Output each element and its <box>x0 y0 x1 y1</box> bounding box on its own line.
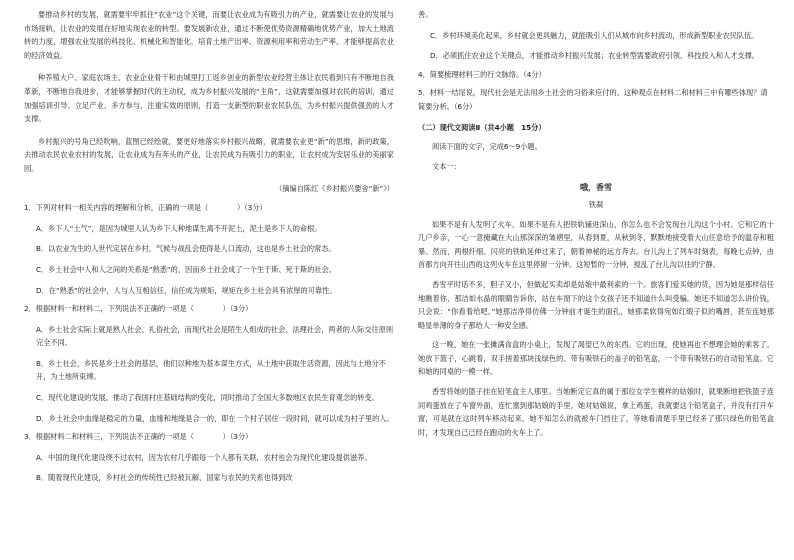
option-2b: B．乡土社会，乡民是乡土社会的基层，他们以种地为基本谋生方式，从土地中获取生活资源，因此与土地分不开，为土地所束缚。 <box>36 358 386 382</box>
option-3a: A．中国的现代化建设绕不过农村，因为农村几乎跟每一个人都有关联，农村也会为现代化建设提供滋养。 <box>36 452 372 462</box>
story-author: 铁凝 <box>588 199 604 209</box>
story-paragraph: 如果不是有人发明了火车，如果不是有人把铁轨铺进深山，你怎么也不会发现台儿沟这个小村。它和它的十几户乡亲，一心一意掩藏在大山那深深的皱褶里，从春到夏，从秋到冬，默默地接受着大山任意给予的温存和粗暴。然而，两根纤细、闪亮的铁轨延伸过来了，朝着神秘的远方奔去。台儿沟上了列车时刻表，每晚七点钟，由首都方向开往山西的这列火车在这里停留一分钟。这短暂的一分钟，搅乱了台儿沟以往的宁静。 <box>418 219 774 270</box>
left-column <box>24 8 394 485</box>
story-paragraph: 这一晚，她在一张摊满食盒的小桌上，发现了渴望已久的东西。它的出现，使她再也不想理会她的乘客了。她放下篮子，心跳着，双手搓着那块浅绿色的、带有吸铁石的盖子的铅笔盒，一个带有吸铁石的自动铅笔盒。它和她的同桌的一模一样。 <box>418 340 774 377</box>
right-column <box>418 8 774 439</box>
question-4: 4．简要梳理材料三的行文脉络。（4分） <box>418 69 546 79</box>
story-paragraph: 香雪平时话不多，胆子又小，但做起买卖却是姑娘中最利索的一个。旅客们爱买她的货，因为她是那样信任地瞧着你，那洁如水晶的眼睛告诉你，站在车窗下的这个女孩子还不知道什么叫受骗。她还不知道怎么讲价钱，只会说：“你看着给吧。”她那洁净得仿佛一分钟前才诞生的面孔，她那柔软得宛如红缎子似的嘴唇，甚至连她那略显单薄的身子都给人一种安全感。 <box>418 279 774 330</box>
story-paragraph: 香雪将她的篮子挂在铅笔盒主人那里。当她断定它真的属于那位女学生模样的姑娘时，就果断地把铁篮子连同鸡蛋放在了车窗外面，连忙塞到那姑娘的手里。她对姑娘说，拿上鸡蛋，我就要这个铅笔盒子，并没有打开车窗，可是就在这时列车移动起来，她不知怎么的就被车门挡住了，等她看清楚手里已经多了那只绿色的铅笔盒时，才发现自己已经在跑动的火车上了。 <box>418 387 774 437</box>
material-paragraph: 乡村振兴的号角已经吹响，蓝图已经绘就，要更好地落实乡村振兴战略，就需要农业更“新”的思维，新的政策，去推动农民农业农村的发展，让农业成为有奔头的产业，让农民成为有吸引力的职业，让农村成为安居乐业的美丽家园。 <box>24 136 394 173</box>
option-2c: C．现代化建设的发展，推动了我国村庄基础结构的变化，同时推动了全国大多数地区农民生育观念的转变。 <box>36 393 379 403</box>
option-1c: C．乡土社会中人和人之间的关系是“熟悉”的，因而乡土社会成了一个生于斯、死于斯的社会。 <box>36 264 336 274</box>
reading-instruction: 阅读下面的文字，完成6～9小题。 <box>432 142 542 152</box>
material-paragraph: 种养殖大户、家庭农场主、农业企业骨干和由城里打工返乡创业的新型农业经营主体让农民看到只有不断地自我革新，不断地自我进步，才能够掌握时代的主动权，成为乡村振兴发展的“主角”，这就需要加强对农民的培训，通过加强培训引导、立足产业、多方参与，注重实效的原则，打造一支新型的职业农民队伍，为乡村振兴提供强劲的人才支撑。 <box>24 73 394 124</box>
source-citation: （摘编自陈红《乡村振兴要舍“新”》） <box>275 183 394 193</box>
section-heading: （二）现代文阅读Ⅱ（共4小题 15分） <box>418 122 546 132</box>
story-title: 哦，香雪 <box>580 183 612 193</box>
option-3d: D．必须抓住农业这个关键点，才能推动乡村振兴发展；农业转型需要政府引领、科技投入和人才支撑。 <box>430 51 759 61</box>
question-2: 2．根据材料一和材料二，下列说法不正确的一项是（ ）（3分） <box>24 304 253 314</box>
option-2a: A．乡土社会实际上就是熟人社会、礼俗社会，而现代社会是陌生人组成的社会、法理社会，两者的人际交往原则完全不同。 <box>36 324 394 348</box>
material-paragraph: 要推动乡村的发展，就需要牢牢抓住“农业”这个关键，而要让农业成为有吸引力的产业，就需要让农业的发展与市场接轨，让农业的发展在好地实现农业的转型。要发展新农业，通过不断使优势资源精确地优势产业，加大土地流转的力度，增强农业发展的科技化、机械化和智能化，培育土地产出率、资源利用率和劳动生产率，才能够提高农业的经济效益。 <box>24 10 394 60</box>
continued-text: 善。 <box>418 10 433 19</box>
option-1b: B．以农业为生的人世代定居在乡村，气候与战乱会使得是人口流动，这也是乡土社会的常态。 <box>36 244 336 254</box>
question-3: 3．根据材料二和材料三，下列说法不正确的一项是（ ）（3分） <box>24 432 253 442</box>
option-3c: C．乡村环境美化起来，乡村就会更具魅力，就能吸引人们从城市向乡村流动，形成新型职业农民队伍。 <box>430 30 759 40</box>
option-3b: B．随着现代化建设，乡村社会的传统性已经被瓦解，国家与农民的关系也得到改 <box>36 473 293 483</box>
option-1d: D．在“熟悉”的社会中，人与人互相信任，信任成为规矩，规矩在乡土社会具有浓厚的可靠性。 <box>36 285 337 295</box>
option-1a: A．乡下人“土气”，是因为城里人认为乡下人种地谋生离不开泥土，泥土是乡下人的命根。 <box>36 223 322 233</box>
question-5: 5．材料一结尾说，现代社会是无法用乡土社会的习俗来应付的。这种观点在材料二和材料三中有哪些体现？请简要分析。（6分） <box>418 88 768 111</box>
question-1: 1．下列对材料一相关内容的理解和分析，正确的一项是（ ）（3分） <box>24 203 267 213</box>
option-2d: D．乡土社会中血缘是稳定的力量，血缘和地缘是合一的，即在一个村子居住一段时间，就可以成为村子里的人。 <box>36 413 394 423</box>
text-one-label: 文本一： <box>432 161 461 171</box>
